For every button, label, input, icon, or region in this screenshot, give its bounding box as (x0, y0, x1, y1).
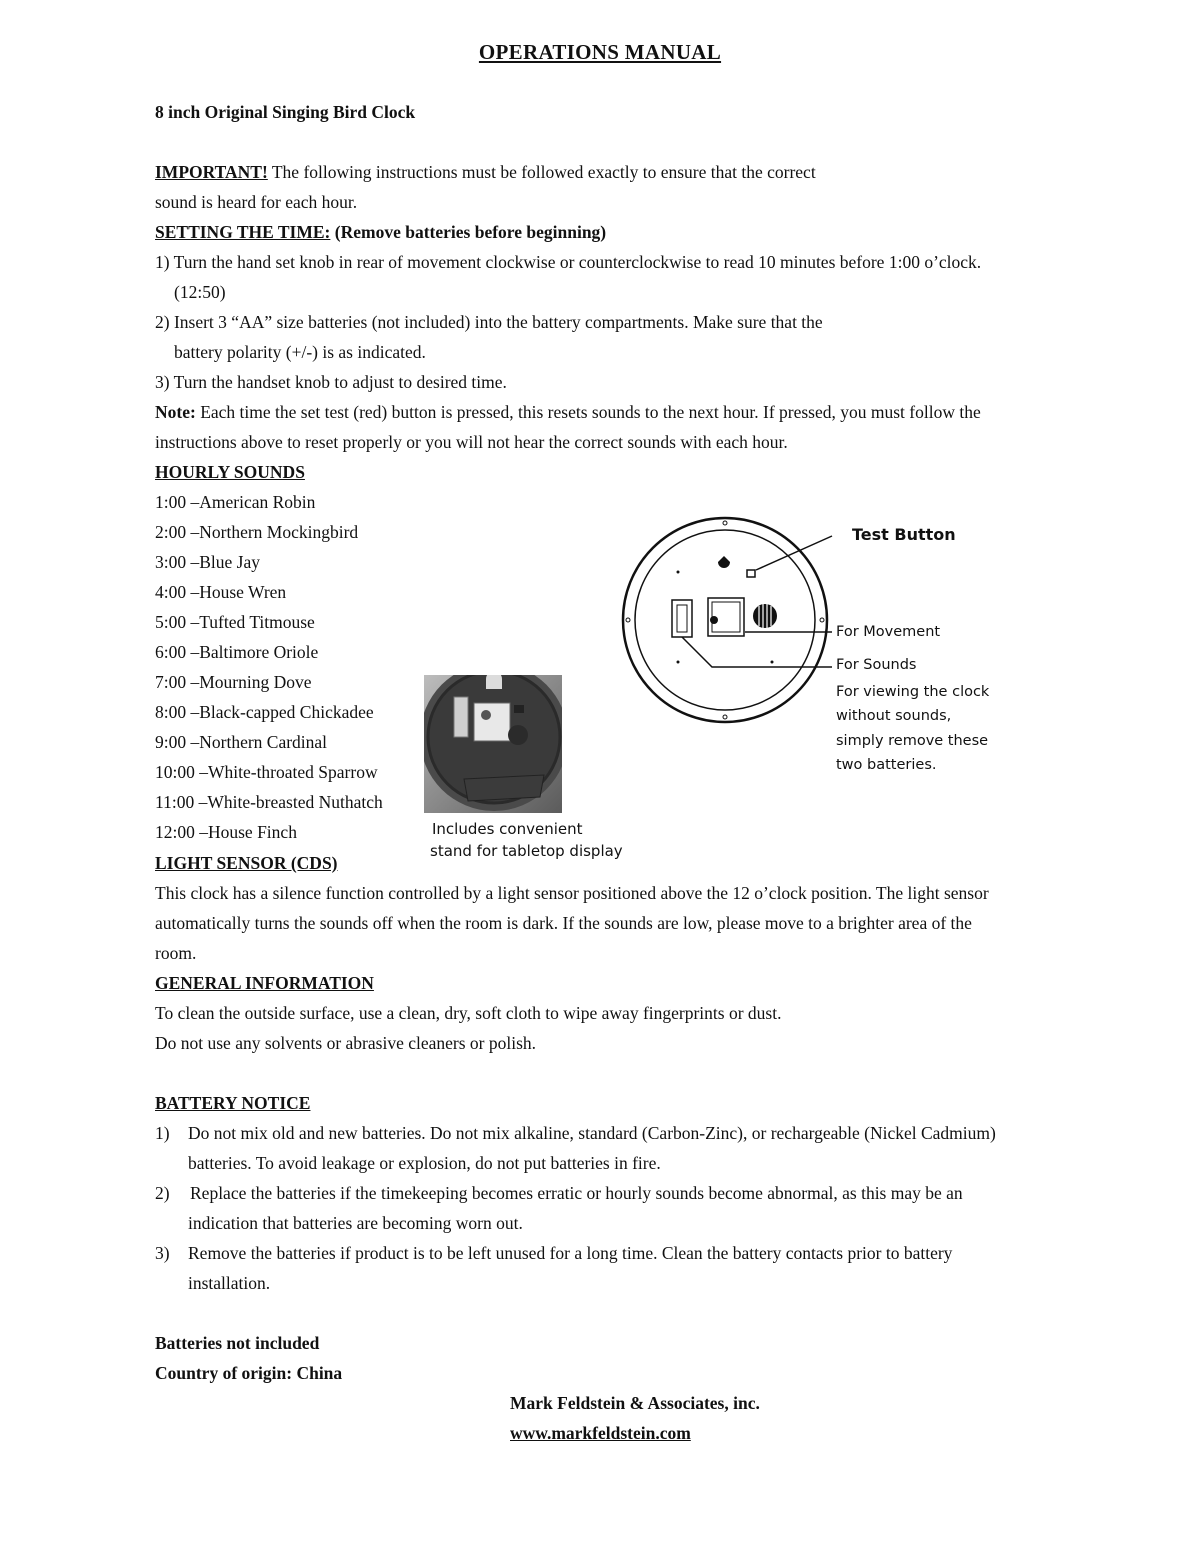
hourly-item: 1:00 –American Robin (155, 492, 316, 512)
hourly-item: 6:00 –Baltimore Oriole (155, 642, 319, 662)
hourly-item: 2:00 –Northern Mockingbird (155, 522, 359, 542)
company-name: Mark Feldstein & Associates, inc. (510, 1393, 760, 1413)
hourly-item: 3:00 –Blue Jay (155, 552, 260, 572)
battery-item-line-1: Do not mix old and new batteries. Do not mix alkaline, standard (Carbon-Zinc), or rechargeable (Nickel Cadmium) (188, 1123, 996, 1143)
battery-item-number: 2) (155, 1183, 170, 1203)
hourly-item: 7:00 –Mourning Dove (155, 672, 312, 692)
setting-step-3: 3) Turn the handset knob to adjust to desired time. (155, 372, 507, 392)
battery-item-line-2: installation. (188, 1273, 271, 1293)
battery-heading: BATTERY NOTICE (155, 1093, 311, 1113)
important-text-1: The following instructions must be followed exactly to ensure that the correct (267, 162, 816, 182)
setting-step-1: 1) Turn the hand set knob in rear of movement clockwise or counterclockwise to read 10 minutes before 1:00 o’clock. (155, 252, 982, 272)
hourly-item: 12:00 –House Finch (155, 822, 297, 842)
photo-caption-line-1: Includes convenient (432, 820, 583, 838)
light-sensor-line-2: automatically turns the sounds off when the room is dark. If the sounds are low, please move to a brighter area of the (155, 913, 972, 933)
battery-item-number: 3) (155, 1243, 170, 1263)
test-button-label: Test Button (852, 525, 956, 544)
light-sensor-line-3: room. (155, 943, 197, 963)
batteries-not-included: Batteries not included (155, 1333, 320, 1353)
hourly-item: 11:00 –White-breasted Nuthatch (155, 792, 383, 812)
setting-step-1-cont: (12:50) (174, 282, 226, 302)
light-sensor-line-1: This clock has a silence function controlled by a light sensor positioned above the 12 o’clock position. The light sensor (155, 883, 989, 903)
important-line-1 (155, 157, 816, 187)
note-text-1: Each time the set test (red) button is pressed, this resets sounds to the next hour. If pressed, you must follow the (195, 402, 981, 422)
setting-heading-line (155, 217, 606, 247)
for-sounds-label: For Sounds (836, 657, 917, 673)
battery-item-line-2: batteries. To avoid leakage or explosion, do not put batteries in fire. (188, 1153, 661, 1173)
viewing-note-3: simply remove these (836, 733, 989, 749)
setting-note: (Remove batteries before beginning) (330, 222, 607, 242)
light-sensor-heading: LIGHT SENSOR (CDS) (155, 853, 338, 873)
hourly-heading: HOURLY SOUNDS (155, 462, 305, 482)
setting-heading: SETTING THE TIME: (155, 222, 331, 242)
setting-note-line-2: instructions above to reset properly or you will not hear the correct sounds with each hour. (155, 432, 788, 452)
hourly-item: 4:00 –House Wren (155, 582, 287, 602)
photo-caption-line-2: stand for tabletop display (430, 842, 623, 860)
company-website-link[interactable]: www.markfeldstein.com (510, 1423, 691, 1443)
clock-back-diagram (600, 510, 860, 730)
note-label: Note: (155, 402, 196, 422)
hourly-item: 8:00 –Black-capped Chickadee (155, 702, 374, 722)
important-line-2: sound is heard for each hour. (155, 192, 358, 212)
clock-back-illustration (424, 675, 562, 813)
battery-item-number: 1) (155, 1123, 170, 1143)
setting-step-2: 2) Insert 3 “AA” size batteries (not included) into the battery compartments. Make sure that the (155, 312, 823, 332)
battery-item-line-1: Replace the batteries if the timekeeping becomes erratic or hourly sounds become abnormal, as this may be an (190, 1183, 963, 1203)
hourly-item: 5:00 –Tufted Titmouse (155, 612, 315, 632)
page-title: OPERATIONS MANUAL (478, 40, 722, 64)
hourly-item: 9:00 –Northern Cardinal (155, 732, 328, 752)
viewing-note-2: without sounds, (836, 708, 952, 724)
general-line-2: Do not use any solvents or abrasive cleaners or polish. (155, 1033, 537, 1053)
battery-item-line-1: Remove the batteries if product is to be left unused for a long time. Clean the battery contacts prior to battery (188, 1243, 953, 1263)
product-name: 8 inch Original Singing Bird Clock (155, 102, 416, 122)
setting-note-line-1 (155, 397, 981, 427)
country-of-origin: Country of origin: China (155, 1363, 343, 1383)
viewing-note-1: For viewing the clock (836, 684, 990, 700)
battery-item-line-2: indication that batteries are becoming worn out. (188, 1213, 523, 1233)
general-heading: GENERAL INFORMATION (155, 973, 374, 993)
viewing-note-4: two batteries. (836, 757, 937, 773)
clock-stand-photo (424, 675, 562, 813)
hourly-list (155, 487, 383, 847)
setting-step-2-cont: battery polarity (+/-) is as indicated. (174, 342, 426, 362)
important-label: IMPORTANT! (155, 162, 268, 182)
hourly-item: 10:00 –White-throated Sparrow (155, 762, 378, 782)
for-movement-label: For Movement (836, 624, 941, 640)
general-line-1: To clean the outside surface, use a clean, dry, soft cloth to wipe away fingerprints or dust. (155, 1003, 782, 1023)
